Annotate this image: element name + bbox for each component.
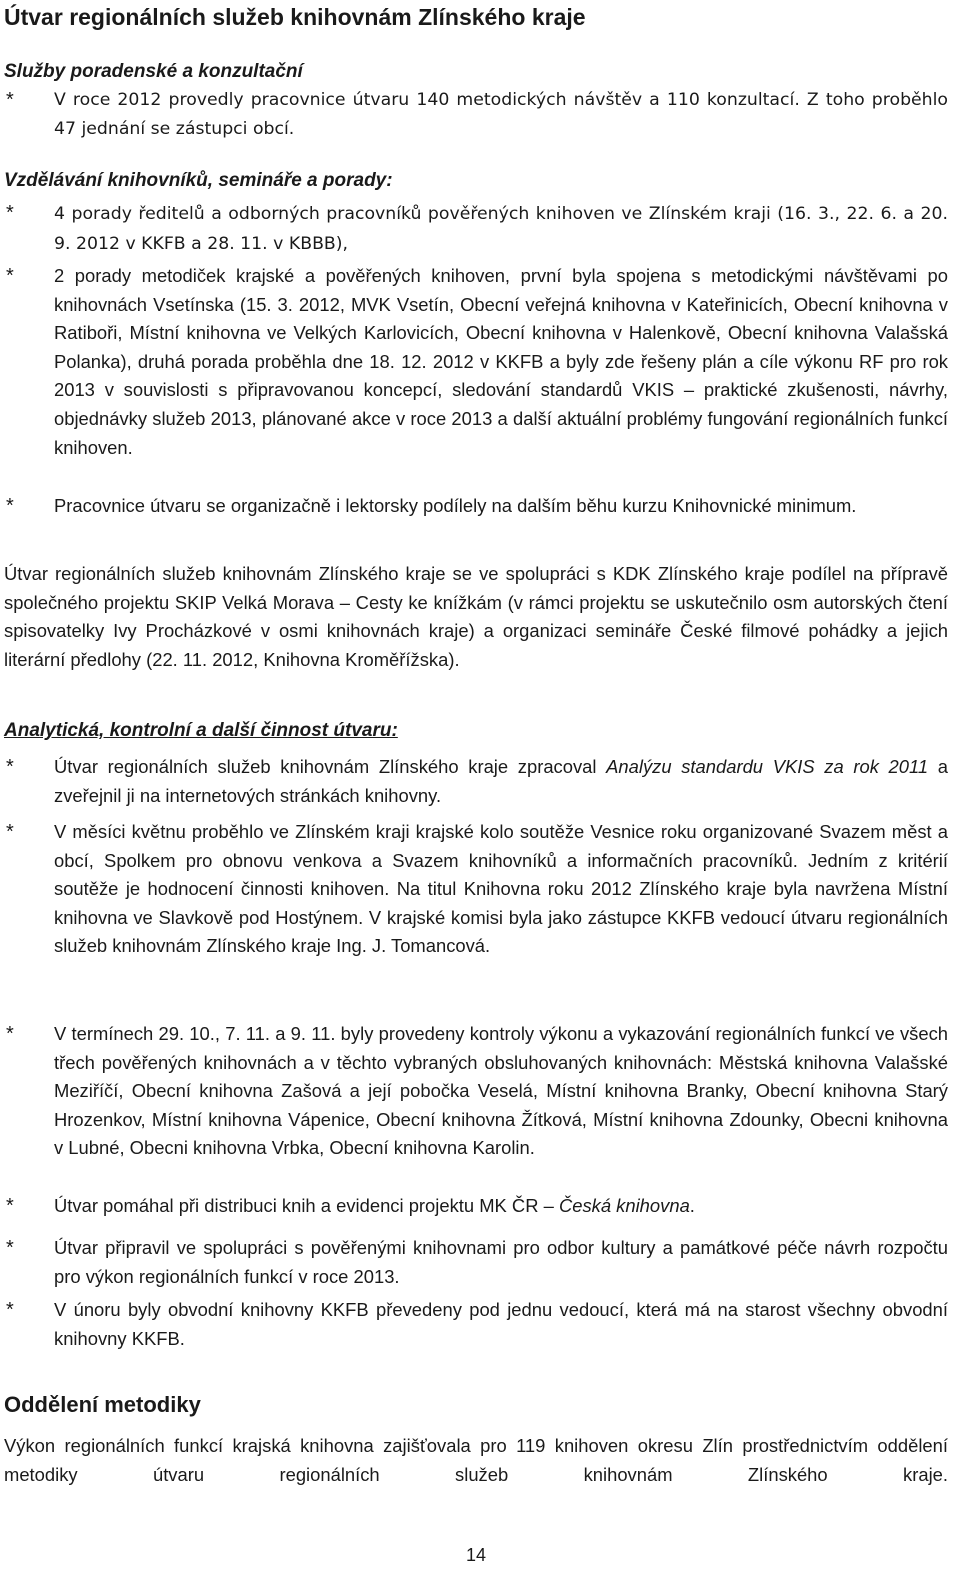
list-item (4, 1234, 948, 1291)
bullet-symbol: * (6, 1023, 14, 1045)
list-item (4, 753, 948, 810)
list-item (4, 86, 948, 143)
page-title: Útvar regionálních služeb knihovnám Zlínského kraje (4, 4, 586, 30)
bullet-symbol: * (6, 1195, 14, 1217)
section-heading-metodika: Oddělení metodiky (4, 1392, 201, 1417)
list-item-text: Útvar připravil ve spolupráci s pověřenými knihovnami pro odbor kultury a památkové péče návrh rozpočtu pro výkon regionálních funkcí v roce 2013. (54, 1237, 948, 1287)
list-item-text: 4 porady ředitelů a odborných pracovníků pověřených knihoven ve Zlínském kraji (16. 3., 22. 6. a 20. 9. 2012 v KKFB a 28. 11. v KBBB), (54, 204, 948, 254)
list-item (4, 262, 948, 462)
body-paragraph: Výkon regionálních funkcí krajská knihovna zajišťovala pro 119 knihoven okresu Zlín prostřednictvím oddělení metodiky útvaru regionálních služeb knihovnám Zlínského kraje. (4, 1435, 948, 1485)
emphasis-text: Analýzu standardu VKIS za rok 2011 (606, 756, 929, 777)
list-item-text: V termínech 29. 10., 7. 11. a 9. 11. byly provedeny kontroly výkonu a vykazování regionálních funkcí ve všech třech pověřených knihovnách a v těchto vybraných obsluhovaných knihovnách: Městská knihovna Valašské Meziříčí, Obecní knihovna Zašová a její pobočka Veselá, Místní knihovna Branky, Obecní knihovna Starý Hrozenkov, Místní knihovna Vápenice, Obecní knihovna Žítková, Místní knihovna Zdounky, Obecni knihovna v Lubné, Obecni knihovna Vrbka, Obecní knihovna Karolin. (54, 1023, 948, 1159)
bullet-symbol: * (6, 202, 14, 224)
list-item (4, 818, 948, 961)
page-number: 14 (465, 1545, 487, 1565)
list-item-text: V měsíci květnu proběhlo ve Zlínském kraji krajské kolo soutěže Vesnice roku organizované Svazem měst a obcí, Spolkem pro obnovu venkova a Svazem knihovníků a informačních pracovníků. Jedním z kritérií soutěže je hodnocení činnosti knihoven. Na titul Knihovna roku 2012 Zlínského kraje byla navržena Místní knihovna ve Slavkově pod Hostýnem. V krajské komisi byla jako zástupce KKFB vedoucí útvaru regionálních služeb knihovnám Zlínského kraje Ing. J. Tomancová. (54, 821, 948, 957)
section-heading-vzdelavani: Vzdělávání knihovníků, semináře a porady: (4, 170, 393, 191)
bullet-symbol: * (6, 756, 14, 778)
bullet-symbol: * (6, 821, 14, 843)
list-item (4, 1192, 948, 1221)
body-paragraph: Útvar regionálních služeb knihovnám Zlínského kraje se ve spolupráci s KDK Zlínského kraje podílel na přípravě společného projektu SKIP Velká Morava – Cesty ke knížkám (v rámci projektu se uskutečnilo osm autorských čtení spisovatelky Ivy Procházkové v osmi knihovnách kraje) a organizaci semináře České filmové pohádky a jejich literární předlohy (22. 11. 2012, Knihovna Kroměřížska). (4, 563, 948, 670)
list-item-text: Útvar regionálních služeb knihovnám Zlínského kraje zpracoval Analýzu standardu VKIS za rok 2011 a zveřejnil ji na internetových stránkách knihovny. (54, 756, 948, 806)
section-heading-poradenske: Služby poradenské a konzultační (4, 61, 303, 82)
bullet-symbol: * (6, 89, 14, 111)
list-item-text: 2 porady metodiček krajské a pověřených knihoven, první byla spojena s metodickými návštěvami po knihovnách Vsetínska (15. 3. 2012, MVK Vsetín, Obecní veřejná knihovna v Kateřinicích, Obecní knihovna v Ratiboři, Místní knihovna ve Velkých Karlovicích, Obecní knihovna v Halenkově, Obecní knihovna Valašská Polanka), druhá porada proběhla dne 18. 12. 2012 v KKFB a byly zde řešeny plán a cíle výkonu RF pro rok 2013 v souvislosti s připravovanou koncepcí, sledování standardů VKIS – praktické zkušenosti, návrhy, objednávky služeb 2013, plánované akce v roce 2013 a další aktuální problémy fungování regionálních funkcí knihoven. (54, 265, 948, 458)
list-item-text: Pracovnice útvaru se organizačně i lektorsky podílely na dalším běhu kurzu Knihovnické minimum. (54, 495, 857, 516)
list-item (4, 492, 948, 521)
list-item-text: V únoru byly obvodní knihovny KKFB převedeny pod jednu vedoucí, která má na starost všechny obvodní knihovny KKFB. (54, 1299, 948, 1349)
emphasis-text: Česká knihovna (558, 1195, 690, 1216)
list-item (4, 1296, 948, 1353)
list-item (4, 199, 948, 259)
bullet-symbol: * (6, 1299, 14, 1321)
list-item (4, 1020, 948, 1163)
list-item-text: V roce 2012 provedly pracovnice útvaru 140 metodických návštěv a 110 konzultací. Z toho proběhlo 47 jednání se zástupci obcí. (54, 90, 948, 139)
list-item-text: Útvar pomáhal při distribuci knih a evidenci projektu MK ČR – Česká knihovna. (54, 1195, 695, 1216)
bullet-symbol: * (6, 495, 14, 517)
bullet-symbol: * (6, 1237, 14, 1259)
section-heading-analyticka: Analytická, kontrolní a další činnost útvaru: (4, 720, 398, 741)
bullet-symbol: * (6, 265, 14, 287)
